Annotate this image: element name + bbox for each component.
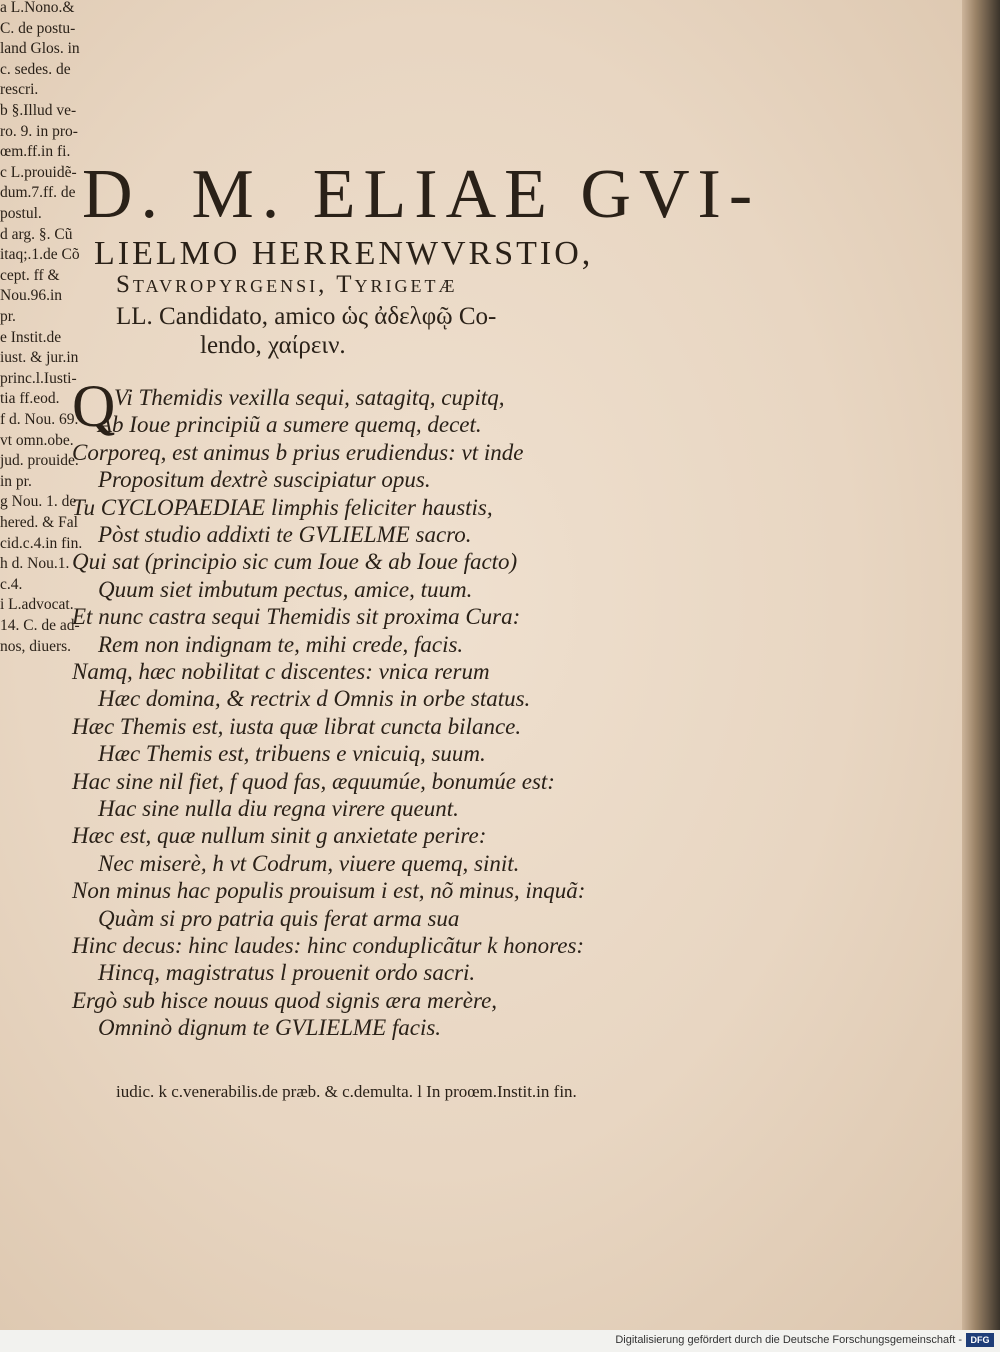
marginal-note-line: œm.ff.in fi. — [0, 143, 71, 161]
marginal-note-line: princ.l.Iusti- — [0, 369, 77, 387]
verse-line: Hinc decus: hinc laudes: hinc conduplicãtur k honores: — [72, 933, 585, 958]
marginal-note-line: a L.Nono.& — [0, 0, 75, 16]
verse-line: Hincq, magistratus l prouenit ordo sacri. — [98, 960, 476, 986]
marginal-note-line: cid.c.4.in fin. — [0, 534, 83, 552]
verse-line: Propositum dextrè suscipiatur opus. — [98, 467, 431, 493]
verse-line: Hac sine nil fiet, f quod fas, æquumúe, bonumúe est: — [72, 768, 555, 794]
marginal-note-line: d arg. §. Cũ — [0, 225, 73, 243]
marginal-note-line: land Glos. in — [0, 40, 80, 58]
verse-line: Quàm si pro patria quis ferat arma sua — [98, 905, 460, 931]
heading-line-5: lendo, χαίρειν. — [200, 332, 346, 359]
verse-line: Ergò sub hisce nouus quod signis æra merère, — [72, 987, 498, 1013]
drop-cap: Q — [72, 373, 116, 439]
verse-line: Hæc Themis est, iusta quæ librat cuncta bilance. — [72, 713, 522, 739]
verse-line: Qui sat (principio sic cum Ioue & ab Ioue facto) — [72, 549, 518, 575]
marginal-note-line: c L.prouidẽ- — [0, 163, 77, 181]
marginal-note-line: nos, diuers. — [0, 637, 72, 655]
marginal-note-line: e Instit.de — [0, 328, 62, 346]
verse-line: Namq, hæc nobilitat c discentes: vnica rerum — [72, 659, 490, 684]
verse-line: Quum siet imbutum pectus, amice, tuum. — [98, 576, 473, 602]
heading-line-1: D. M. ELIAE GVI- — [82, 156, 761, 233]
marginal-note-line: tia ff.eod. — [0, 390, 60, 408]
marginal-note-line: jud. prouide. — [0, 452, 79, 470]
marginal-note-line: in pr. — [0, 472, 32, 490]
marginal-note-line: h d. Nou.1. — [0, 555, 70, 573]
marginal-note-line: hered. & Fal — [0, 514, 78, 531]
marginal-note-line: itaq;.1.de Cõ — [0, 246, 80, 264]
page-edge-shadow — [962, 0, 1000, 1330]
heading-line-2: LIELMO HERRENWVRSTIO, — [94, 235, 594, 272]
verse-line: Non minus hac populis prouisum i est, nõ minus, inquã: — [72, 878, 586, 904]
marginal-note-line: iust. & jur.in — [0, 349, 79, 367]
bottom-footnote: iudic. k c.venerabilis.de præb. & c.demulta. l In proœm.Instit.in fin. — [116, 1082, 577, 1101]
marginal-note-line: 14. C. de ad- — [0, 617, 80, 634]
verse-line: Tu CYCLOPAEDIAE limphis feliciter haustis, — [72, 494, 493, 520]
verse-line: Hæc est, quæ nullum sinit g anxietate perire: — [72, 823, 487, 849]
verse-line: Et nunc castra sequi Themidis sit proxima Cura: — [72, 604, 521, 630]
marginal-note-line: C. de postu- — [0, 19, 76, 37]
marginal-note-line: postul. — [0, 205, 42, 222]
marginal-note-line: vt omn.obe. — [0, 431, 74, 449]
marginal-note-line: pr. — [0, 308, 16, 325]
marginal-note-line: i L.advocat. — [0, 596, 74, 614]
marginal-note-line: g Nou. 1. de — [0, 493, 77, 511]
marginal-note-line: cept. ff & — [0, 266, 60, 284]
marginal-note-line: ro. 9. in pro- — [0, 122, 78, 140]
verse-line: Rem non indignam te, mihi crede, facis. — [98, 631, 464, 657]
verse-line: Omninò dignum te GVLIELME facis. — [98, 1015, 442, 1041]
heading-line-3: Stavropyrgensi, Tyrigetæ — [116, 271, 458, 298]
verse-line: Vi Themidis vexilla sequi, satagitq, cupitq, — [114, 385, 505, 410]
verse-line: Ab Ioue principiũ a sumere quemq, decet. — [98, 412, 482, 438]
marginal-note-line: rescri. — [0, 81, 39, 99]
verse-line: Nec miserè, h vt Codrum, viuere quemq, sinit. — [98, 850, 520, 876]
marginal-note-line: dum.7.ff. de — [0, 184, 76, 202]
verse-line: Hæc Themis est, tribuens e vnicuiq, suum. — [98, 741, 486, 767]
verse-line: Pòst studio addixti te GVLIELME sacro. — [98, 522, 472, 547]
marginal-note-line: f d. Nou. 69. — [0, 411, 79, 428]
heading-line-4: LL. Candidato, amico ὡς ἀδελφῷ Co- — [116, 303, 497, 330]
verse-line: Hæc domina, & rectrix d Omnis in orbe status. — [98, 686, 531, 712]
footer-credit: Digitalisierung gefördert durch die Deutsche Forschungsgemeinschaft - — [615, 1334, 962, 1346]
verse-line: Corporeq, est animus b prius erudiendus: vt inde — [72, 439, 524, 465]
marginal-note-line: c. sedes. de — [0, 60, 71, 78]
verse-line: Hac sine nulla diu regna virere queunt. — [98, 796, 459, 821]
marginal-note-line: b §.Illud ve- — [0, 102, 77, 119]
dfg-logo: DFG — [966, 1333, 994, 1347]
marginal-note-line: c.4. — [0, 575, 23, 593]
digitization-footer — [0, 1330, 1000, 1352]
marginal-note-line: Nou.96.in — [0, 287, 62, 305]
